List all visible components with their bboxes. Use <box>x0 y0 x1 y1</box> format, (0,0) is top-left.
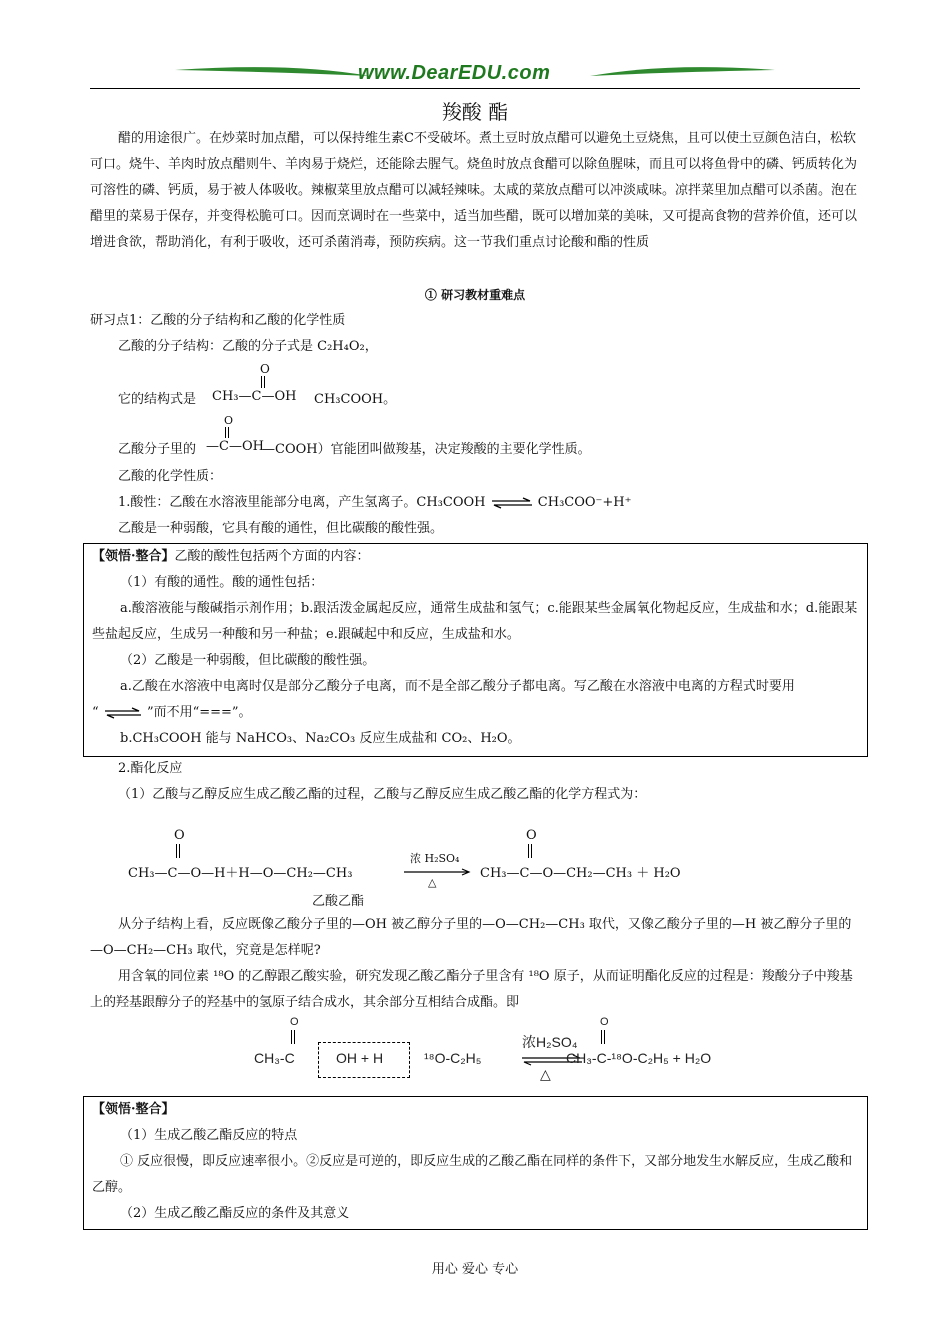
analysis-1: 从分子结构上看，反应既像乙酸分子里的—OH 被乙醇分子里的—O—CH₂—CH₃ 取代，又像乙酸分子里的—H 被乙醇分子里的—O—CH₂—CH₃ 取代，究竟是怎样呢? <box>90 917 852 958</box>
header-logo <box>170 60 780 88</box>
page-title: 羧酸 酯 <box>441 100 509 124</box>
functional-group: 乙酸分子里的 O —C—OH —COOH）官能团叫做羧基，决定羧酸的主要化学性质。 <box>118 414 591 457</box>
reaction-arrow-icon <box>402 868 472 876</box>
box2-tag: 【领悟·整合】 <box>92 1102 175 1117</box>
box1-l5: b.CH₃COOH 能与 NaHCO₃、Na₂CO₃ 反应生成盐和 CO₂、H₂O。 <box>120 731 521 746</box>
point1-title: 研习点1：乙酸的分子结构和乙酸的化学性质 <box>90 313 346 328</box>
box1-l1: （1）有酸的通性。酸的通性包括： <box>120 575 324 590</box>
box1-l4b: “ ”而不用“===”。 <box>92 705 252 720</box>
reversible-arrow-icon <box>490 497 534 509</box>
esterification-title: 2.酯化反应 <box>118 761 183 776</box>
reversible-arrow-icon <box>103 707 143 719</box>
equation-1: O CH₃—C—O—H＋H—O—CH₂—CH₃ 乙酸乙酯 浓 H₂SO₄ △ O CH₃—C—O—CH₂—CH₃ ＋ H₂O <box>128 828 681 909</box>
box2-l1: （1）生成乙酸乙酯反应的特点 <box>120 1128 298 1143</box>
esterification-1: （1）乙酸与乙醇反应生成乙酸乙酯的过程，乙酸与乙醇反应生成乙酸乙酯的化学方程式为： <box>118 787 647 802</box>
intro-paragraph: 醋的用途很广。在炒菜时加点醋，可以保持维生素C不受破坏。煮土豆时放点醋可以避免土豆烧焦，且可以使土豆颜色洁白，松软可口。烧牛、羊肉时放点醋则牛、羊肉易于烧烂，还能除去腥气。烧鱼时放点食醋可以除鱼腥味，而且可以将鱼骨中的磷、钙质转化为可溶性的磷、钙质，易于被人体吸收。辣椒菜里放点醋可以减轻辣味。太咸的菜放点醋可以冲淡咸味。凉拌菜里加点醋可以杀菌。泡在醋里的菜易于保存，并变得松脆可口。因而烹调时在一些菜中，适当加些醋，既可以增加菜的美味，又可提高食物的营养价值，还可以增进食欲，帮助消化，有利于吸收，还可杀菌消毒，预防疾病。这一节我们重点讨论酸和酯的性质 <box>90 131 858 250</box>
acidity-line: 1.酸性：乙酸在水溶液里能部分电离，产生氢离子。CH₃COOH CH₃COO⁻+H⁺ <box>118 495 632 510</box>
box1-lead: 【领悟·整合】乙酸的酸性包括两个方面的内容： <box>92 549 370 564</box>
summary-box-2 <box>83 1096 868 1230</box>
box1-l3: （2）乙酸是一种弱酸，但比碳酸的酸性强。 <box>120 653 376 668</box>
logo-text: www.DearEDU.com <box>358 62 551 84</box>
box1-l2: a.酸溶液能与酸碱指示剂作用；b.跟活泼金属起反应，通常生成盐和氢气；c.能跟某些金属氧化物起反应，生成盐和水；d.能跟某些盐起反应，生成另一种酸和另一种盐；e.跟碱起中和反应，生成盐和水。 <box>92 601 858 642</box>
weak-acid-line: 乙酸是一种弱酸，它具有酸的通性，但比碳酸的酸性强。 <box>118 521 444 536</box>
header-rule <box>90 88 860 89</box>
summary-box-1 <box>83 543 868 757</box>
equation-2: O CH₃-C OH + H ¹⁸O-C₂H₅ 浓H₂SO₄ △ O CH₃-C-¹⁸O-C₂H₅ + H₂O <box>254 1016 712 1082</box>
section-heading: ① 研习教材重难点 <box>424 288 526 302</box>
structural-formula: 它的结构式是 O CH₃—C—OH CH₃COOH。 <box>118 362 397 407</box>
box1-l4: a.乙酸在水溶液中电离时仅是部分乙酸分子电离，而不是全部乙酸分子都电离。写乙酸在水溶液中电离的方程式时要用 <box>120 679 795 694</box>
box2-l3: （2）生成乙酸乙酯反应的条件及其意义 <box>120 1206 350 1221</box>
page-footer: 用心 爱心 专心 <box>431 1262 519 1277</box>
chem-props: 乙酸的化学性质： <box>118 469 223 484</box>
mol-structure-line: 乙酸的分子结构：乙酸的分子式是 C₂H₄O₂， <box>118 339 378 354</box>
box2-l2: ① 反应很慢，即反应速率很小。②反应是可逆的，即反应生成的乙酸乙酯在同样的条件下，又部分地发生水解反应，生成乙酸和乙醇。 <box>92 1154 853 1195</box>
analysis-2: 用含氧的同位素 ¹⁸O 的乙醇跟乙酸实验，研究发现乙酸乙酯分子里含有 ¹⁸O 原子，从而证明酯化反应的过程是：羧酸分子中羧基上的羟基跟醇分子的羟基中的氢原子结合成水，其余部分互相结合成酯。即 <box>90 969 853 1010</box>
